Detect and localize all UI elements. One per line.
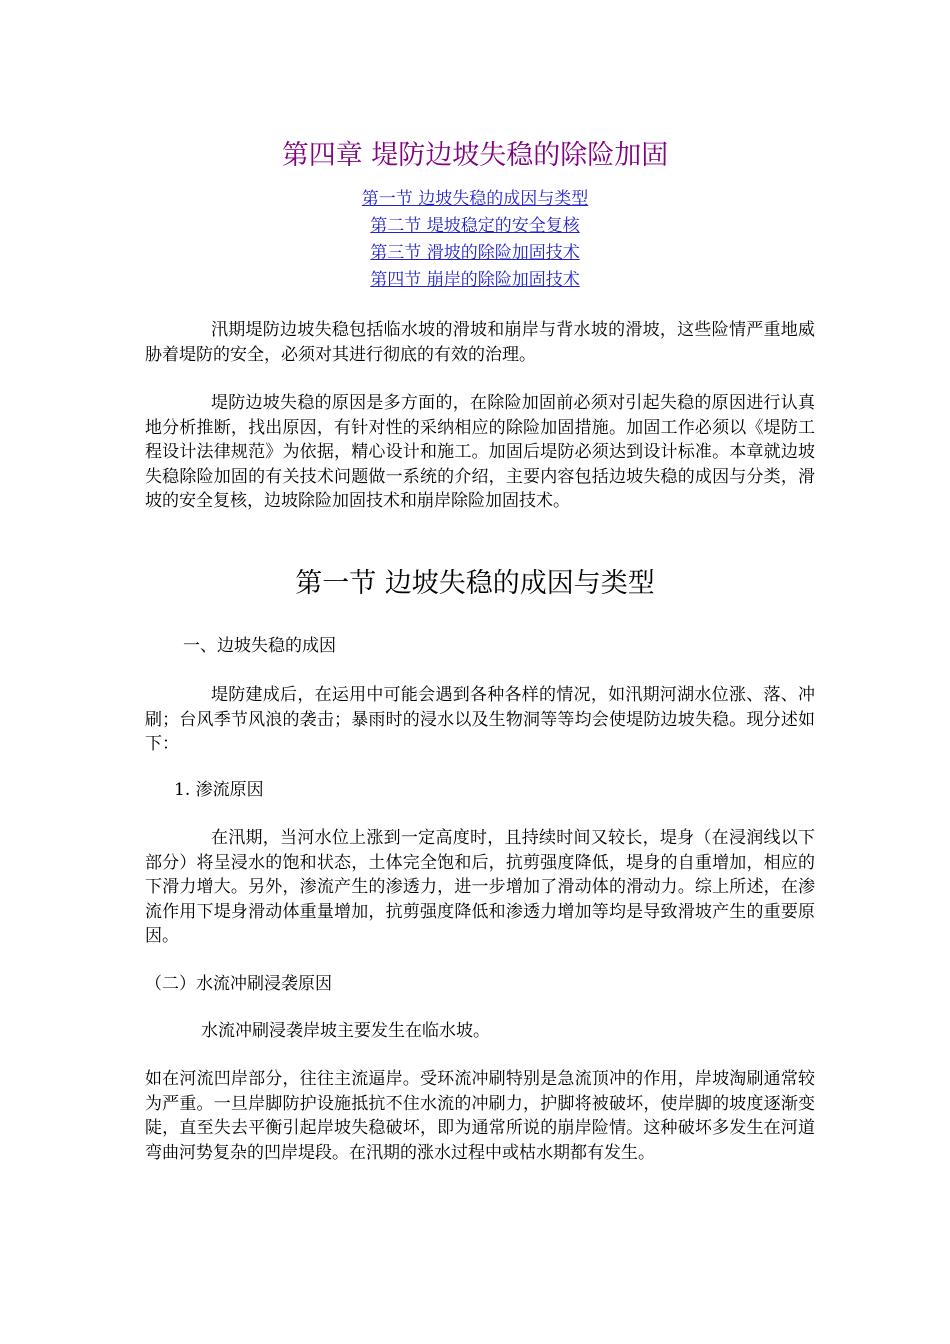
intro-paragraph-1: 汛期堤防边坡失稳包括临水坡的滑坡和崩岸与背水坡的滑坡，这些险情严重地威胁着堤防的安全，必须对其进行彻底的有效的治理。 (145, 320, 815, 365)
table-of-contents (0, 186, 950, 294)
section-paragraph-1: 堤防建成后，在运用中可能会遇到各种各样的情况，如汛期河湖水位涨、落、冲刷；台风季节风浪的袭击；暴雨时的浸水以及生物洞等等均会使堤防边坡失稳。现分述如下： (145, 685, 815, 754)
toc-link-section-2[interactable]: 第二节 堤坡稳定的安全复核 (370, 216, 580, 236)
erosion-paragraph-2: 如在河流凹岸部分，往往主流逼岸。受环流冲刷特别是急流顶冲的作用，岸坡淘刷通常较为严重。一旦岸脚防护设施抵抗不住水流的冲刷力，护脚将被破坏，使岸脚的坡度逐渐变陡，直至失去平衡引起岸坡失稳破坏，即为通常所说的崩岸险情。这种破坏多发生在河道弯曲河势复杂的凹岸堤段。在汛期的涨水过程中或枯水期都有发生。 (145, 1069, 815, 1163)
toc-link-section-4[interactable]: 第四节 崩岸的除险加固技术 (370, 270, 580, 290)
seepage-paragraph: 在汛期，当河水位上涨到一定高度时，且持续时间又较长，堤身（在浸润线以下部分）将呈浸水的饱和状态，土体完全饱和后，抗剪强度降低，堤身的自重增加，相应的下滑力增大。另外，渗流产生的渗透力，进一步增加了滑动体的滑动力。综上所述，在渗流作用下堤身滑动体重量增加，抗剪强度降低和渗透力增加等均是导致滑坡产生的重要原因。 (145, 828, 815, 946)
subheading-causes: 一、边坡失稳的成因 (183, 636, 336, 656)
intro-paragraph-2: 堤防边坡失稳的原因是多方面的，在除险加固前必须对引起失稳的原因进行认真地分析推断，找出原因，有针对性的采纳相应的除险加固措施。加固工作必须以《堤防工程设计法律规范》为依据，精心设计和施工。加固后堤防必须达到设计标准。本章就边坡失稳除险加固的有关技术问题做一系统的介绍，主要内容包括边坡失稳的成因与分类，滑坡的安全复核，边坡除险加固技术和崩岸除险加固技术。 (145, 393, 815, 511)
erosion-paragraph-1: 水流冲刷浸袭岸坡主要发生在临水坡。 (201, 1021, 490, 1041)
chapter-title: 第四章 堤防边坡失稳的除险加固 (281, 140, 669, 171)
toc-link-section-1[interactable]: 第一节 边坡失稳的成因与类型 (361, 189, 589, 209)
item-heading-erosion: （二）水流冲刷浸袭原因 (145, 974, 332, 994)
section-title: 第一节 边坡失稳的成因与类型 (295, 568, 655, 599)
toc-link-section-3[interactable]: 第三节 滑坡的除险加固技术 (370, 243, 580, 263)
item-heading-seepage: 1. 渗流原因 (174, 780, 264, 800)
